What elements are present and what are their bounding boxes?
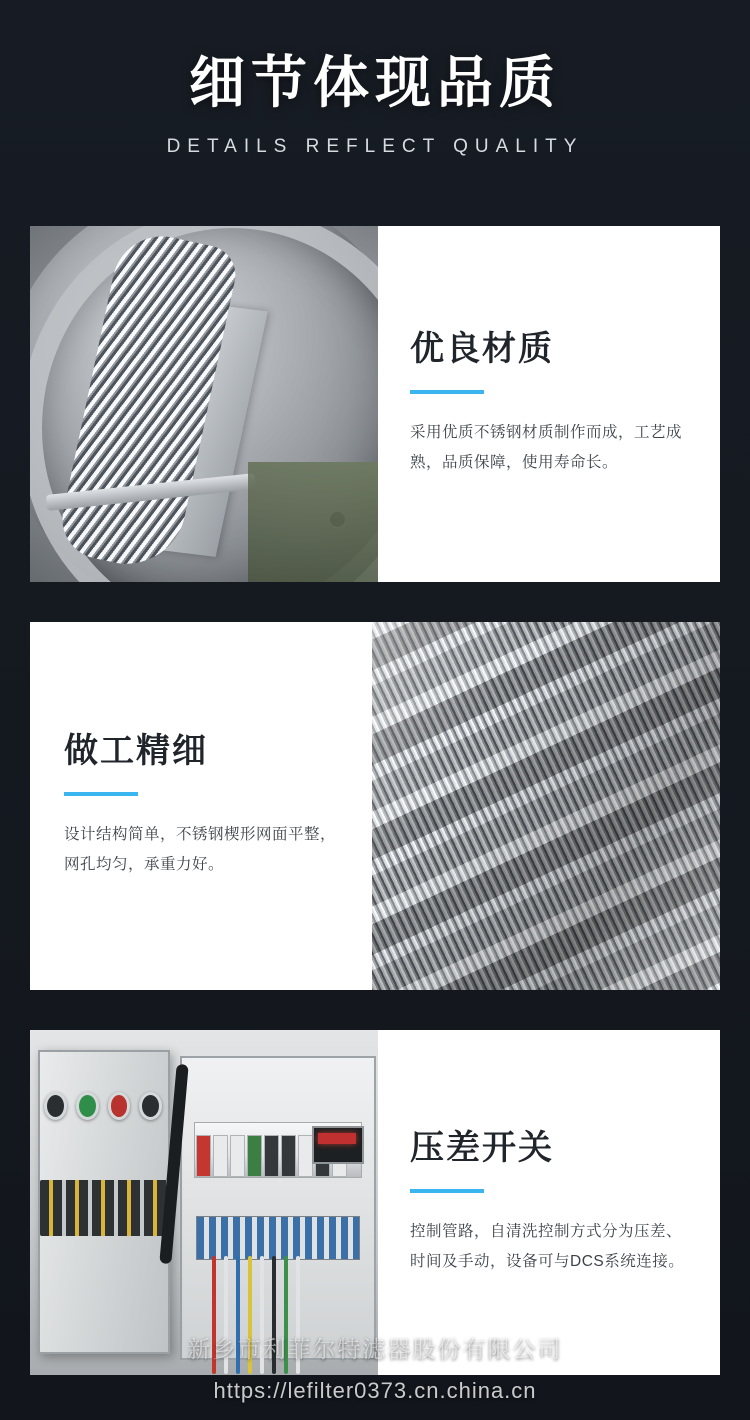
card-title: 优良材质 (410, 330, 554, 369)
card-description: 控制管路，自清洗控制方式分为压差、时间及手动，设备可与DCS系统连接。 (410, 1222, 685, 1270)
breaker-icon (264, 1135, 279, 1177)
page-header (0, 0, 750, 158)
wire-shape (248, 1256, 252, 1374)
wedge-highlight (372, 622, 720, 990)
watermark-url: https://lefilter0373.cn.china.cn (213, 1378, 537, 1403)
wire-shape (272, 1256, 276, 1374)
feature-card-text (378, 226, 720, 582)
card-title: 压差开关 (410, 1128, 554, 1167)
accent-rule (64, 792, 138, 796)
page-subtitle: DETAILS REFLECT QUALITY (166, 135, 584, 157)
relay-terminal-row (196, 1216, 360, 1260)
knob-icon (108, 1092, 131, 1120)
breaker-icon (247, 1135, 262, 1177)
accent-rule (410, 390, 484, 394)
breaker-icon (298, 1135, 313, 1177)
digital-meter (312, 1126, 364, 1164)
floor-shape (248, 462, 378, 582)
wire-bundle (206, 1256, 356, 1374)
selector-knob-row (44, 1092, 162, 1120)
knob-icon (139, 1092, 162, 1120)
card-title: 做工精细 (64, 732, 208, 771)
wire-shape (212, 1256, 216, 1374)
wire-shape (236, 1256, 240, 1374)
wire-shape (284, 1256, 288, 1374)
breaker-icon (213, 1135, 228, 1177)
card-description: 设计结构简单，不锈钢楔形网面平整，网孔均匀，承重力好。 (64, 826, 337, 874)
feature-card-material (30, 226, 720, 582)
watermark-company: 新乡市利菲尔特滤器股份有限公司 (187, 1336, 563, 1362)
photo-wedge-wire-screen (372, 622, 720, 990)
accent-rule (410, 1189, 484, 1193)
wire-shape (224, 1256, 228, 1374)
knob-icon (44, 1092, 67, 1120)
feature-card-text (378, 1030, 720, 1375)
meter-display (318, 1133, 356, 1144)
wire-shape (296, 1256, 300, 1374)
wire-shape (260, 1256, 264, 1374)
breaker-icon (230, 1135, 245, 1177)
card-description: 采用优质不锈钢材质制作而成，工艺成熟，品质保障，使用寿命长。 (410, 424, 683, 472)
photo-control-cabinet (30, 1030, 378, 1375)
feature-card-workmanship (30, 622, 720, 990)
photo-stainless-drum (30, 226, 378, 582)
breaker-icon (281, 1135, 296, 1177)
feature-card-pressure-switch (30, 1030, 720, 1375)
terminal-block (40, 1180, 170, 1236)
breaker-icon (196, 1135, 211, 1177)
page-title: 细节体现品质 (189, 51, 561, 114)
knob-icon (76, 1092, 99, 1120)
feature-card-text (30, 622, 372, 990)
